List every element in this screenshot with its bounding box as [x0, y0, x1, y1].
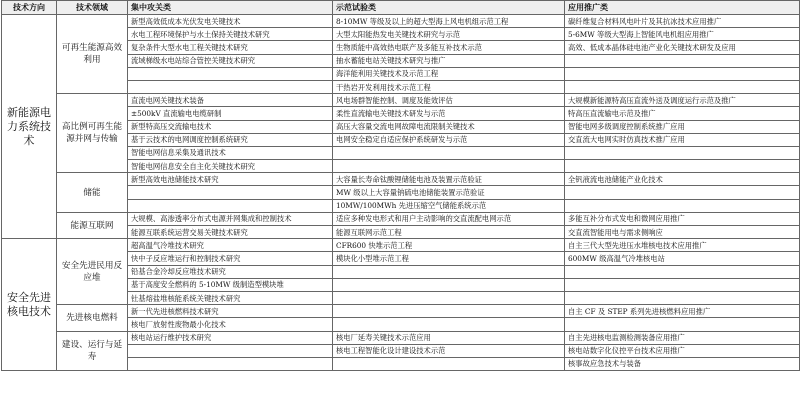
key-research-cell: 流域梯级水电站综合管控关键技术研究: [128, 54, 333, 67]
header-row: [2, 1, 800, 15]
demonstration-cell: [333, 357, 565, 370]
application-cell: 核事故应急技术与装备: [565, 357, 800, 370]
demonstration-cell: 柔性直流输电关键技术研发与示范: [333, 107, 565, 120]
application-cell: 多能互补分布式发电和微网应用推广: [565, 212, 800, 225]
application-cell: [565, 67, 800, 80]
application-cell: 高效、低成本晶体硅电池产业化关键技术研发及应用: [565, 41, 800, 54]
demonstration-cell: MW 级以上大容量钠硫电池储能装置示范验证: [333, 186, 565, 199]
table-row: [2, 331, 800, 344]
application-cell: 全钒液流电池储能产业化技术: [565, 173, 800, 186]
key-research-cell: [128, 67, 333, 80]
demonstration-cell: 10MW/100MWh 先进压缩空气储能系统示范: [333, 199, 565, 212]
header-key-research: 集中攻关类: [128, 1, 333, 15]
key-research-cell: 新型高效电池储能技术研究: [128, 173, 333, 186]
application-cell: [565, 291, 800, 304]
application-cell: 自主 CF 及 STEP 系列先进核燃料应用推广: [565, 305, 800, 318]
table-row: [2, 212, 800, 225]
key-research-cell: [128, 186, 333, 199]
application-cell: 交直流大电网实时仿真技术推广应用: [565, 133, 800, 146]
application-cell: 智能电网多级调度控制系统推广应用: [565, 120, 800, 133]
demonstration-cell: 抽水蓄能电站关键技术研究与推广: [333, 54, 565, 67]
application-cell: [565, 318, 800, 331]
field-cell: 储能: [57, 173, 128, 213]
demonstration-cell: [333, 265, 565, 278]
field-cell: 可再生能源高效利用: [57, 15, 128, 94]
demonstration-cell: [333, 318, 565, 331]
field-cell: 安全先进民用反应堆: [57, 239, 128, 305]
demonstration-cell: CFR600 快堆示范工程: [333, 239, 565, 252]
demonstration-cell: 海洋能利用关键技术及示范工程: [333, 67, 565, 80]
key-research-cell: 核电站运行维护技术研究: [128, 331, 333, 344]
demonstration-cell: 核电工程智能化设计建设技术示范: [333, 344, 565, 357]
key-research-cell: [128, 80, 333, 93]
demonstration-cell: 干热岩开发利用技术示范工程: [333, 80, 565, 93]
field-cell: 高比例可再生能源并网与传输: [57, 94, 128, 173]
key-research-cell: 直流电网关键技术装备: [128, 94, 333, 107]
technology-table: [1, 0, 800, 371]
application-cell: [565, 199, 800, 212]
application-cell: 自主三代大型先进压水堆核电技术应用推广: [565, 239, 800, 252]
application-cell: [565, 54, 800, 67]
application-cell: [565, 160, 800, 173]
demonstration-cell: 模块化小型堆示范工程: [333, 252, 565, 265]
demonstration-cell: 风电场群智能控制、调度及能效评估: [333, 94, 565, 107]
application-cell: [565, 80, 800, 93]
field-cell: 先进核电燃料: [57, 305, 128, 331]
demonstration-cell: 大型太阳能热发电关键技术研究与示范: [333, 28, 565, 41]
header-application: 应用推广类: [565, 1, 800, 15]
header-field: 技术领域: [57, 1, 128, 15]
key-research-cell: 超高温气冷堆技术研究: [128, 239, 333, 252]
application-cell: 核电站数字化仪控平台技术应用推广: [565, 344, 800, 357]
application-cell: 自主先进核电监测检测装备应用推广: [565, 331, 800, 344]
application-cell: 大规模新能源特高压直流外送及调度运行示范及推广: [565, 94, 800, 107]
table-body: [2, 15, 800, 371]
key-research-cell: 基于高度安全燃料的 5-10MW 级制造型模块堆: [128, 278, 333, 291]
key-research-cell: [128, 344, 333, 357]
table-row: [2, 94, 800, 107]
table-row: [2, 305, 800, 318]
key-research-cell: ±500kV 直流输电电缆研制: [128, 107, 333, 120]
key-research-cell: 铅基合金冷却反应堆技术研究: [128, 265, 333, 278]
direction-cell: 新能源电力系统技术: [2, 15, 57, 239]
key-research-cell: 能源互联系统运营交易关键技术研究: [128, 226, 333, 239]
demonstration-cell: 高压大容量交流电网故障电流限制关键技术: [333, 120, 565, 133]
demonstration-cell: 生物质能中高效热电联产及多能互补技术示范: [333, 41, 565, 54]
application-cell: [565, 146, 800, 159]
application-cell: 碳纤维复合材料风电叶片及其抗冰技术应用推广: [565, 15, 800, 28]
table-row: [2, 173, 800, 186]
key-research-cell: 基于云技术的电网调度控制系统研究: [128, 133, 333, 146]
application-cell: 5-6MW 等级大型海上智能风电机组应用推广: [565, 28, 800, 41]
key-research-cell: 新一代先进核燃料技术研究: [128, 305, 333, 318]
demonstration-cell: [333, 305, 565, 318]
key-research-cell: 复杂条件大型水电工程关键技术研究: [128, 41, 333, 54]
application-cell: [565, 278, 800, 291]
demonstration-cell: [333, 146, 565, 159]
application-cell: [565, 186, 800, 199]
field-cell: 建设、运行与延寿: [57, 331, 128, 371]
table-row: [2, 239, 800, 252]
demonstration-cell: [333, 291, 565, 304]
demonstration-cell: 适应多种发电形式和用户主动影响的交直流配电网示范: [333, 212, 565, 225]
demonstration-cell: 大容量长寿命钛酸锂储能电池及装置示范验证: [333, 173, 565, 186]
demonstration-cell: 能源互联网示范工程: [333, 226, 565, 239]
table-row: [2, 15, 800, 28]
key-research-cell: 新型特高压交流输电技术: [128, 120, 333, 133]
demonstration-cell: 8-10MW 等级及以上的超大型海上风电机组示范工程: [333, 15, 565, 28]
demonstration-cell: 核电厂延寿关键技术示范应用: [333, 331, 565, 344]
application-cell: 特高压直流输电示范及推广: [565, 107, 800, 120]
key-research-cell: [128, 199, 333, 212]
key-research-cell: 大规模、高渗透率分布式电源并网集成和控制技术: [128, 212, 333, 225]
field-cell: 能源互联网: [57, 212, 128, 238]
demonstration-cell: [333, 278, 565, 291]
key-research-cell: [128, 357, 333, 370]
key-research-cell: 快中子反应堆运行和控制技术研究: [128, 252, 333, 265]
demonstration-cell: 电网安全稳定自适应保护系统研发与示范: [333, 133, 565, 146]
application-cell: 600MW 级高温气冷堆核电站: [565, 252, 800, 265]
key-research-cell: 智能电网信息安全自主化关键技术研究: [128, 160, 333, 173]
header-direction: 技术方向: [2, 1, 57, 15]
key-research-cell: 钍基熔盐堆核能系统关键技术研究: [128, 291, 333, 304]
direction-cell: 安全先进核电技术: [2, 239, 57, 371]
application-cell: [565, 265, 800, 278]
demonstration-cell: [333, 160, 565, 173]
key-research-cell: 核电厂放射性废物最小化技术: [128, 318, 333, 331]
application-cell: 交直流智能用电与需求侧响应: [565, 226, 800, 239]
key-research-cell: 新型高效低成本光伏发电关键技术: [128, 15, 333, 28]
key-research-cell: 水电工程环境保护与水土保持关键技术研究: [128, 28, 333, 41]
header-demonstration: 示范试验类: [333, 1, 565, 15]
key-research-cell: 智能电网信息采集及通讯技术: [128, 146, 333, 159]
